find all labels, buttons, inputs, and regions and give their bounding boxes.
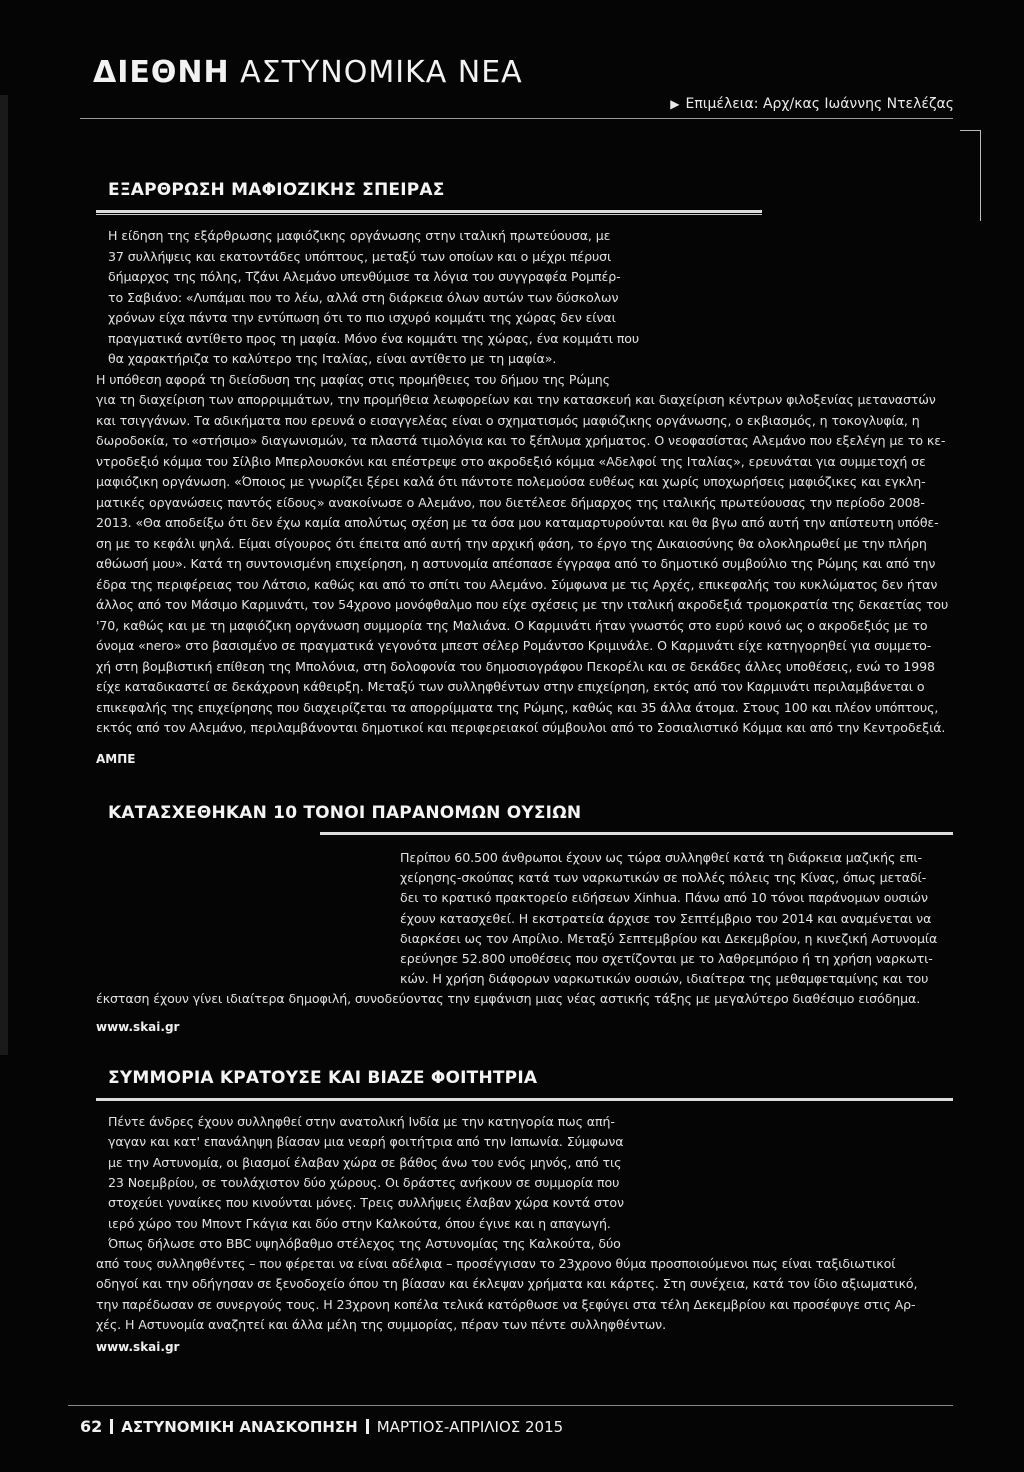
article1-line: 2013. «Θα αποδείξω ότι δεν έχω καμία απολύτως σχέση με τα όσα μου καταμαρτυρούνται και θα βγω από αυτή την απίστευτη υπόθε- (96, 515, 939, 530)
article1-heading-rule (96, 210, 762, 213)
article1-line: μαφιόζικη οργάνωση. «Όποιος με γνωρίζει ξέρει καλά ότι πάντοτε πολεμούσα ευθέως και χωρίς υποχωρήσεις μαφιόζικες και εγκλη- (96, 474, 926, 489)
article3-line: από τους συλληφθέντες – που φέρεται να είναι αδέλφια – προσέγγισαν το 23χρονο θύμα προσποιούμενοι πως είναι ταξιδιωτικοί (96, 1256, 896, 1272)
article1-line: είχε καταδικαστεί σε δεκάχρονη κάθειρξη. Μεταξύ των συλληφθέντων στην επιχείρηση, εκτός από τον Καρμινάτι περιλαμβάνεται ο (96, 679, 925, 694)
article1-line: αθώωσή μου». Κατά τη συντονισμένη επιχείρηση, η αστυνομία απέσπασε έγγραφα από το δημοτικό συμβούλιο της Ρώμης και από την (96, 556, 936, 571)
article2-line: δει το κρατικό πρακτορείο ειδήσεων Xinhua. Πάνω από 10 τόνοι παράνομων ουσιών (400, 890, 928, 906)
article3-source: www.skai.gr (96, 1340, 180, 1354)
article3-line: την παρέδωσαν σε συνεργούς τους. Η 23χρονη κοπέλα τελικά κατόρθωσε να ξεφύγει στα τέλη Δεκεμβρίου και προσέφυγε στις Αρ- (96, 1296, 916, 1312)
masthead-divider (80, 118, 953, 119)
article3-heading-rule (96, 1098, 953, 1101)
masthead-title (93, 55, 523, 90)
article1-line: δωροδοκία, το «στήσιμο» διαγωνισμών, τα πλαστά τιμολόγια και το ξέπλυμα χρήματος. Ο νεοφασίστας Αλεμάνο που εξελέγη με το κε- (96, 433, 946, 448)
article2-source: www.skai.gr (96, 1020, 180, 1034)
editor-text: Επιμέλεια: Αρχ/κας Ιωάννης Ντελέζας (685, 96, 954, 112)
decorative-bracket (960, 130, 981, 221)
article1-heading: ΕΞΑΡΘΡΩΣΗ ΜΑΦΙΟΖΙΚΗΣ ΣΠΕΙΡΑΣ (108, 180, 445, 200)
article1-line: άλλος από τον Μάσιμο Καρμινάτι, τον 54χρονο μονόφθαλμο που είχε σχέσεις με την ιταλική ακροδεξιά τρομοκρατία της δεκαετίας του (96, 597, 949, 612)
article1-line: εκτός από τον Αλεμάνο, περιλαμβάνονται δημοτικοί και περιφερειακοί σύμβουλοι από το Σοσιαλιστικό Κόμμα και από την Κεντροδεξιά. (96, 720, 946, 735)
article2-line: έκσταση έχουν γίνει ιδιαίτερα δημοφιλή, συνοδεύοντας την εμφάνιση μιας νέας αστικής τάξης με μεγαλύτερο διαθέσιμο εισόδημα. (96, 991, 921, 1007)
article3-line: με την Αστυνομία, οι βιασμοί έλαβαν χώρα σε βάθος άνω του ενός μηνός, από τις (108, 1154, 622, 1170)
page-number: 62 (80, 1417, 103, 1436)
article2-line: Περίπου 60.500 άνθρωποι έχουν ως τώρα συλληφθεί κατά τη διάρκεια μαζικής επι- (400, 850, 922, 865)
article1-line: Η υπόθεση αφορά τη διείσδυση της μαφίας στις προμήθειες του δήμου της Ρώμης (96, 371, 610, 387)
left-edge-shadow (0, 95, 8, 1055)
article2-heading-rule (320, 832, 953, 835)
article3-line: Πέντε άνδρες έχουν συλληφθεί στην ανατολική Ινδία με την κατηγορία πως απή- (108, 1114, 615, 1129)
article2-line: χείρησης-σκούπας κατά των ναρκωτικών σε πολλές πόλεις της Κίνας, όπως μεταδί- (400, 870, 927, 886)
article1-source: ΑΜΠΕ (96, 752, 136, 766)
article1-line: θα χαρακτήριζα το καλύτερο της Ιταλίας, είναι αντίθετο με τη μαφία». (108, 351, 557, 366)
article3-line: ιερό χώρο του Μποντ Γκάγια και δύο στην Καλκούτα, όπου έγινε και η απαγωγή. (108, 1215, 611, 1231)
article1-line: έδρα της περιφέρειας του Λάτσιο, καθώς και από το σπίτι του Αλεμάνο. Σύμφωνα με τις Αρχές, επικεφαλής του κυκλώματος δεν ήταν (96, 576, 938, 592)
footer-rule (68, 1405, 953, 1406)
article2-line: διαρκέσει ως τον Απρίλιο. Μεταξύ Σεπτεμβρίου και Δεκεμβρίου, η κινεζική Αστυνομία (400, 930, 938, 946)
article1-line: 37 συλλήψεις και εκατοντάδες υπόπτους, μεταξύ των οποίων και ο μέχρι πέρυσι (108, 248, 612, 264)
article3-line: 23 Νοεμβρίου, σε τουλάχιστον δύο χώρους. Οι δράστες ανήκουν σε συμμορία που (108, 1174, 620, 1190)
editor-credit (670, 96, 954, 112)
article1-line: χρόνων είχα πάντα την εντύπωση ότι το πιο ισχυρό κομμάτι της χώρας δεν είναι (108, 310, 616, 325)
article1-line: επικεφαλής της επιχείρησης που διαχειρίζεται τα απορρίμματα της Ρώμης, καθώς και 35 άλλα άτομα. Στους 100 και πλέον υπόπτους, (96, 699, 939, 715)
article3-line: γαγαν και κατ' επανάληψη βίασαν μια νεαρή φοιτήτρια από την Ιαπωνία. Σύμφωνα (108, 1134, 624, 1150)
article1-line: ματικές οργανώσεις παντός είδους» ανακοίνωσε ο Αλεμάνο, που διετέλεσε δήμαρχος της ιταλικής πρωτεύουσας την περίοδο 2008- (96, 494, 925, 510)
masthead-title-bold: ΔΙΕΘΝΗ (93, 55, 230, 90)
article2-line: ερεύνησε 52.800 υποθέσεις που σχετίζονται με το λαθρεμπόριο ή τη χρήση ναρκωτι- (400, 951, 933, 966)
article2-line: κών. Η χρήση διάφορων ναρκωτικών ουσιών, ιδιαίτερα της μεθαμφεταμίνης και του (400, 971, 929, 987)
article1-line: και τσιγγάνων. Τα αδικήματα που ερευνά ο εισαγγελέας είναι ο σχηματισμός μαφιόζικης οργάνωσης, ο εκβιασμός, η τοκογλυφία, η (96, 412, 920, 428)
article1-line: όνομα «nero» στο βασισμένο σε πραγματικά γεγονότα μπεστ σέλερ Ρομάντσο Κριμινάλε. Ο Καρμινάτι είχε κατηγορηθεί για συμμετο- (96, 638, 932, 653)
article1-line: για τη διαχείριση των απορριμμάτων, την προμήθεια λεωφορείων και την κατασκευή και διαχείριση κέντρων φιλοξενίας μεταναστών (96, 392, 936, 407)
article1-heading-thin-rule (96, 214, 762, 215)
article3-line: οδηγοί και την οδήγησαν σε ξενοδοχείο όπου τη βίασαν και έκλεψαν χρήματα και κάρτες. Στη συνέχεια, κατά τον ίδιο αξιωματικό, (96, 1276, 918, 1292)
magazine-name: ΑΣΤΥΝΟΜΙΚΗ ΑΝΑΣΚΟΠΗΣΗ (121, 1418, 358, 1436)
footer-separator (110, 1419, 113, 1434)
article3-line: στοχεύει γυναίκες που κινούνται μόνες. Τρεις συλλήψεις έλαβαν χώρα κοντά στον (108, 1195, 624, 1211)
article1-line: πραγματικά αντίθετο προς τη μαφία. Μόνο ένα κομμάτι της χώρας, ένα κομμάτι που (108, 330, 640, 346)
footer (80, 1417, 563, 1436)
article1-line: ση με το κεφάλι ψηλά. Είμαι σίγουρος ότι έπειτα από αυτή την αρχική φάση, το έργο της Δικαιοσύνης θα ολοκληρωθεί με την πλήρη (96, 535, 927, 551)
article1-line: Η είδηση της εξάρθρωσης μαφιόζικης οργάνωσης στην ιταλική πρωτεύουσα, με (108, 228, 611, 243)
article3-heading: ΣΥΜΜΟΡΙΑ ΚΡΑΤΟΥΣΕ ΚΑΙ ΒΙΑΖΕ ΦΟΙΤΗΤΡΙΑ (108, 1068, 538, 1088)
article3-line: Όπως δήλωσε στο BBC υψηλόβαθμο στέλεχος της Αστυνομίας της Καλκούτα, δύο (108, 1235, 621, 1251)
issue-label: ΜΑΡΤΙΟΣ-ΑΠΡΙΛΙΟΣ 2015 (376, 1418, 564, 1436)
play-arrow-icon: ▶ (670, 97, 680, 111)
article2-line: έχουν κατασχεθεί. Η εκστρατεία άρχισε τον Σεπτέμβριο του 2014 και αναμένεται να (400, 910, 932, 926)
article1-line: το Σαβιάνο: «Λυπάμαι που το λέω, αλλά στη διάρκεια όλων αυτών των δύσκολων (108, 289, 619, 305)
article2-heading: ΚΑΤΑΣΧΕΘΗΚΑΝ 10 ΤΟΝΟΙ ΠΑΡΑΝΟΜΩΝ ΟΥΣΙΩΝ (108, 803, 582, 823)
article1-line: ντροδεξιό κόμμα του Σίλβιο Μπερλουσκόνι και επέστρεψε στο ακροδεξιό κόμμα «Αδελφοί της Ιταλίας», ερευνάται για συμμετοχή σε (96, 453, 926, 469)
article1-line: δήμαρχος της πόλης, Τζάνι Αλεμάνο υπενθύμισε τα λόγια του συγγραφέα Ρομπέρ- (108, 269, 621, 284)
article1-line: χή στη βομβιστική επίθεση της Μπολόνια, στη δολοφονία του δημοσιογράφου Πεκορέλι και σε δεκάδες άλλες υποθέσεις, ενώ το 1998 (96, 658, 935, 674)
article3-line: χές. Η Αστυνομία αναζητεί και άλλα μέλη της συμμορίας, πέραν των πέντε συλληφθέντων. (96, 1317, 667, 1332)
article1-line: '70, καθώς και με τη μαφιόζικη οργάνωση συμμορία της Μαλιάνα. Ο Καρμινάτι ήταν γνωστός στο ευρύ κοινό ως ο ακροδεξιός με το (96, 617, 928, 633)
masthead-title-rest: ΑΣΤΥΝΟΜΙΚΑ ΝΕΑ (240, 55, 523, 90)
footer-separator (366, 1419, 369, 1434)
